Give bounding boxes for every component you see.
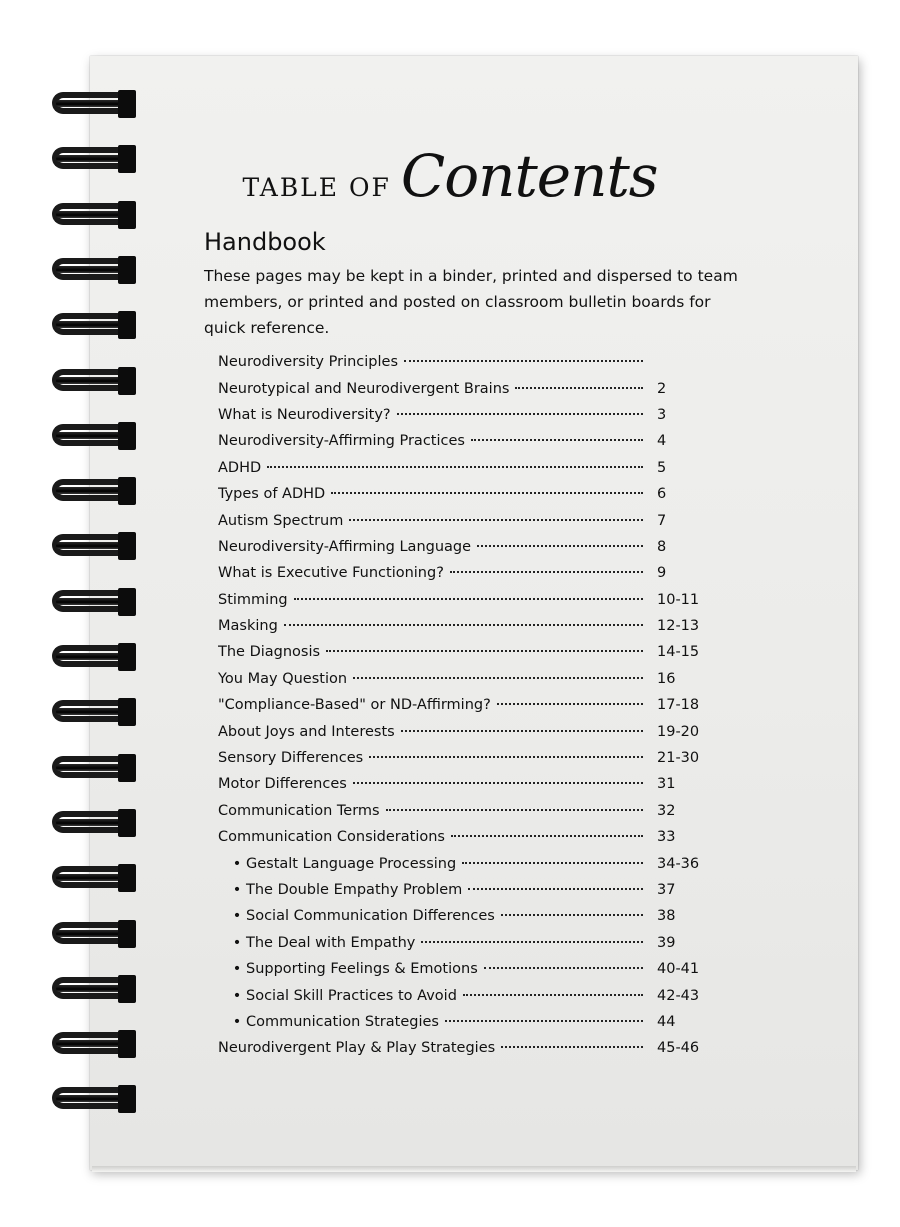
toc-entry-label: Neurodiversity-Affirming Language (218, 538, 472, 555)
coil-punch-hole (118, 477, 136, 505)
toc-entry (218, 587, 718, 613)
toc-entry-label: What is Executive Functioning? (218, 565, 444, 582)
spiral-coil (46, 88, 141, 120)
coil-wire-front (56, 708, 126, 715)
spiral-coil (46, 254, 141, 286)
coil-punch-hole (118, 588, 136, 616)
toc-entry-label: • The Double Empathy Problem (218, 882, 462, 898)
page-stack-edge (92, 1166, 856, 1172)
coil-wire-front (56, 1095, 126, 1102)
coil-wire-front (56, 598, 126, 605)
section-heading: Handbook (204, 228, 326, 256)
toc-entry (218, 745, 718, 771)
toc-entry-label: Neurodivergent Play & Play Strategies (218, 1040, 496, 1057)
spiral-coil (46, 752, 141, 784)
toc-dot-leader (349, 518, 643, 521)
toc-entry-page: 39 (657, 934, 676, 951)
coil-wire-front (56, 930, 126, 937)
toc-entry (218, 666, 718, 692)
toc-entry-leader-group (218, 671, 643, 687)
toc-entry-page: 19-20 (657, 723, 700, 740)
toc-entry-page: 37 (657, 882, 676, 898)
title-main: Contents (400, 142, 658, 210)
coil-punch-hole (118, 1085, 136, 1113)
toc-entry-label: "Compliance-Based" or ND-Affirming? (218, 697, 491, 714)
toc-entry (218, 534, 718, 560)
toc-entry-page: 3 (657, 406, 667, 423)
toc-dot-leader (515, 386, 643, 389)
section-intro: These pages may be kept in a binder, printed and dispersed to team members, or printed and posted on classroom bulletin boards for quick reference. (204, 267, 738, 337)
toc-entry (218, 507, 718, 533)
toc-dot-leader (404, 359, 643, 362)
toc-entry-label: Types of ADHD (218, 486, 326, 503)
toc-entry (218, 428, 718, 454)
toc-entry-page: 34-36 (657, 855, 700, 872)
toc-dot-leader (294, 597, 643, 600)
toc-entry-leader-group (218, 908, 643, 924)
toc-entry-label: What is Neurodiversity? (218, 406, 391, 423)
toc-entry-leader-group (218, 433, 643, 449)
toc-entry-leader-group (218, 961, 643, 977)
toc-entry-label: • Social Communication Differences (218, 908, 495, 924)
title-prefix: TABLE OF (242, 173, 391, 202)
toc-entry-leader-group (218, 803, 643, 819)
toc-entry (218, 639, 718, 665)
toc-entry (218, 771, 718, 797)
toc-dot-leader (450, 570, 643, 573)
toc-entry-leader-group (218, 539, 643, 555)
toc-entry-leader-group (218, 592, 643, 608)
toc-dot-leader (267, 465, 643, 468)
toc-entry (218, 481, 718, 507)
toc-dot-leader (353, 781, 643, 784)
toc-dot-leader (421, 940, 643, 943)
coil-punch-hole (118, 422, 136, 450)
toc-entry (218, 402, 718, 428)
toc-entry-label: Stimming (218, 591, 288, 608)
coil-wire-front (56, 266, 126, 273)
toc-dot-leader (284, 623, 643, 626)
toc-entry (218, 455, 718, 481)
toc-entry-label: Neurodiversity-Affirming Practices (218, 433, 465, 450)
toc-entry-page: 2 (657, 380, 667, 397)
toc-entry-label: Autism Spectrum (218, 512, 344, 529)
toc-entry-page: 32 (657, 802, 676, 819)
toc-subentry (218, 877, 718, 903)
spiral-coil (46, 420, 141, 452)
spiral-coil (46, 918, 141, 950)
toc-entry-page: 5 (657, 459, 667, 476)
spiral-coil (46, 475, 141, 507)
coil-wire-front (56, 819, 126, 826)
coil-punch-hole (118, 698, 136, 726)
toc-entry (218, 824, 718, 850)
spiral-coil (46, 862, 141, 894)
toc-dot-leader (331, 491, 643, 494)
toc-entry-leader-group (218, 618, 643, 634)
toc-entry-page: 12-13 (657, 618, 700, 635)
spiral-coil (46, 586, 141, 618)
coil-wire-front (56, 211, 126, 218)
toc-dot-leader (353, 676, 643, 679)
toc-entry-label: ADHD (218, 459, 262, 476)
toc-dot-leader (468, 887, 643, 890)
toc-entry-page: 44 (657, 1013, 676, 1030)
toc-dot-leader (397, 412, 643, 415)
toc-entry-page: 10-11 (657, 591, 700, 608)
toc-entry-label: Communication Considerations (218, 829, 445, 846)
coil-punch-hole (118, 643, 136, 671)
toc-dot-leader (497, 702, 643, 705)
coil-wire-front (56, 764, 126, 771)
toc-dot-leader (462, 861, 643, 864)
coil-punch-hole (118, 920, 136, 948)
toc-entry-page: 17-18 (657, 697, 700, 714)
toc-dot-leader (501, 913, 643, 916)
coil-punch-hole (118, 90, 136, 118)
toc-entry-leader-group (218, 935, 643, 951)
coil-wire-front (56, 542, 126, 549)
toc-entry-leader-group (218, 776, 643, 792)
coil-punch-hole (118, 975, 136, 1003)
toc-entry-page: 21-30 (657, 750, 700, 767)
toc-entry-label: You May Question (218, 670, 348, 687)
toc-dot-leader (484, 966, 643, 969)
spiral-coil (46, 973, 141, 1005)
spiral-coil (46, 641, 141, 673)
toc-entry-leader-group (218, 750, 643, 766)
coil-punch-hole (118, 532, 136, 560)
toc-entry-page: 33 (657, 829, 676, 846)
spiral-coil (46, 696, 141, 728)
toc-dot-leader (463, 993, 643, 996)
toc-entry-leader-group (218, 882, 643, 898)
spiral-coil (46, 1083, 141, 1115)
toc-dot-leader (401, 729, 643, 732)
toc-dot-leader (445, 1019, 643, 1022)
toc-entry-page: 42-43 (657, 987, 700, 1004)
toc-entry-page: 14-15 (657, 644, 700, 661)
spiral-coil (46, 1028, 141, 1060)
toc-entry (218, 692, 718, 718)
toc-entry (218, 718, 718, 744)
coil-punch-hole (118, 754, 136, 782)
coil-punch-hole (118, 809, 136, 837)
toc-entry-page: 16 (657, 670, 676, 687)
toc-entry-page: 9 (657, 565, 667, 582)
coil-wire-front (56, 874, 126, 881)
toc-entry-label: • Social Skill Practices to Avoid (218, 988, 457, 1004)
toc-entry-leader-group (218, 988, 643, 1004)
toc-entry-leader-group (218, 565, 643, 581)
toc-entry-leader-group (218, 460, 643, 476)
toc-dot-leader (386, 808, 643, 811)
toc-entry (218, 798, 718, 824)
toc-entry-page: 4 (657, 433, 667, 450)
toc-entry-label: Sensory Differences (218, 750, 364, 767)
toc-entry-label: Communication Terms (218, 802, 380, 819)
coil-punch-hole (118, 864, 136, 892)
toc-entry-page: 38 (657, 908, 676, 925)
coil-punch-hole (118, 367, 136, 395)
toc-entry-leader-group (218, 486, 643, 502)
toc-entry-label: Motor Differences (218, 776, 347, 793)
toc-list (218, 349, 718, 1062)
spiral-coil (46, 309, 141, 341)
toc-subentry (218, 956, 718, 982)
toc-entry-page: 8 (657, 538, 667, 555)
page-title (0, 142, 900, 210)
toc-entry-page: 6 (657, 486, 667, 503)
toc-entry-leader-group (218, 407, 643, 423)
toc-subentry (218, 930, 718, 956)
coil-wire-front (56, 487, 126, 494)
toc-dot-leader (451, 834, 643, 837)
coil-wire-front (56, 1040, 126, 1047)
toc-entry-label: Masking (218, 618, 278, 635)
toc-entry-label: About Joys and Interests (218, 723, 395, 740)
toc-entry-leader-group (218, 513, 643, 529)
toc-entry-leader-group (218, 644, 643, 660)
toc-entry-leader-group (218, 724, 643, 740)
toc-dot-leader (501, 1045, 643, 1048)
toc-entry (218, 349, 718, 375)
toc-entry-leader-group (218, 381, 643, 397)
coil-wire-front (56, 432, 126, 439)
toc-subentry (218, 903, 718, 929)
toc-entry (218, 375, 718, 401)
spiral-coil (46, 365, 141, 397)
coil-punch-hole (118, 256, 136, 284)
coil-wire-front (56, 377, 126, 384)
toc-entry-label: • The Deal with Empathy (218, 935, 415, 951)
toc-entry-page: 7 (657, 512, 667, 529)
toc-entry (218, 1035, 718, 1061)
toc-entry-label: • Communication Strategies (218, 1014, 439, 1030)
toc-entry-leader-group (218, 354, 643, 370)
toc-entry (218, 613, 718, 639)
toc-entry-leader-group (218, 856, 643, 872)
coil-punch-hole (118, 311, 136, 339)
toc-entry-label: The Diagnosis (218, 644, 321, 661)
toc-entry-page: 45-46 (657, 1040, 700, 1057)
toc-entry-label: Neurotypical and Neurodivergent Brains (218, 380, 510, 397)
coil-wire-front (56, 653, 126, 660)
coil-wire-front (56, 100, 126, 107)
toc-subentry (218, 1009, 718, 1035)
toc-dot-leader (477, 544, 643, 547)
toc-dot-leader (471, 438, 643, 441)
spiral-coil (46, 807, 141, 839)
toc-subentry (218, 850, 718, 876)
toc-entry-label: • Supporting Feelings & Emotions (218, 961, 478, 977)
toc-entry-page: 40-41 (657, 961, 700, 978)
toc-entry-page: 31 (657, 776, 676, 793)
toc-entry-leader-group (218, 1040, 643, 1056)
toc-subentry (218, 982, 718, 1008)
toc-entry-leader-group (218, 697, 643, 713)
toc-entry-label: Neurodiversity Principles (218, 354, 399, 371)
toc-dot-leader (369, 755, 643, 758)
toc-entry-leader-group (218, 1014, 643, 1030)
spiral-coil (46, 530, 141, 562)
coil-wire-front (56, 985, 126, 992)
toc-entry-leader-group (218, 829, 643, 845)
toc-entry-label: • Gestalt Language Processing (218, 856, 456, 872)
toc-entry (218, 560, 718, 586)
coil-punch-hole (118, 1030, 136, 1058)
coil-wire-front (56, 321, 126, 328)
toc-dot-leader (326, 649, 643, 652)
